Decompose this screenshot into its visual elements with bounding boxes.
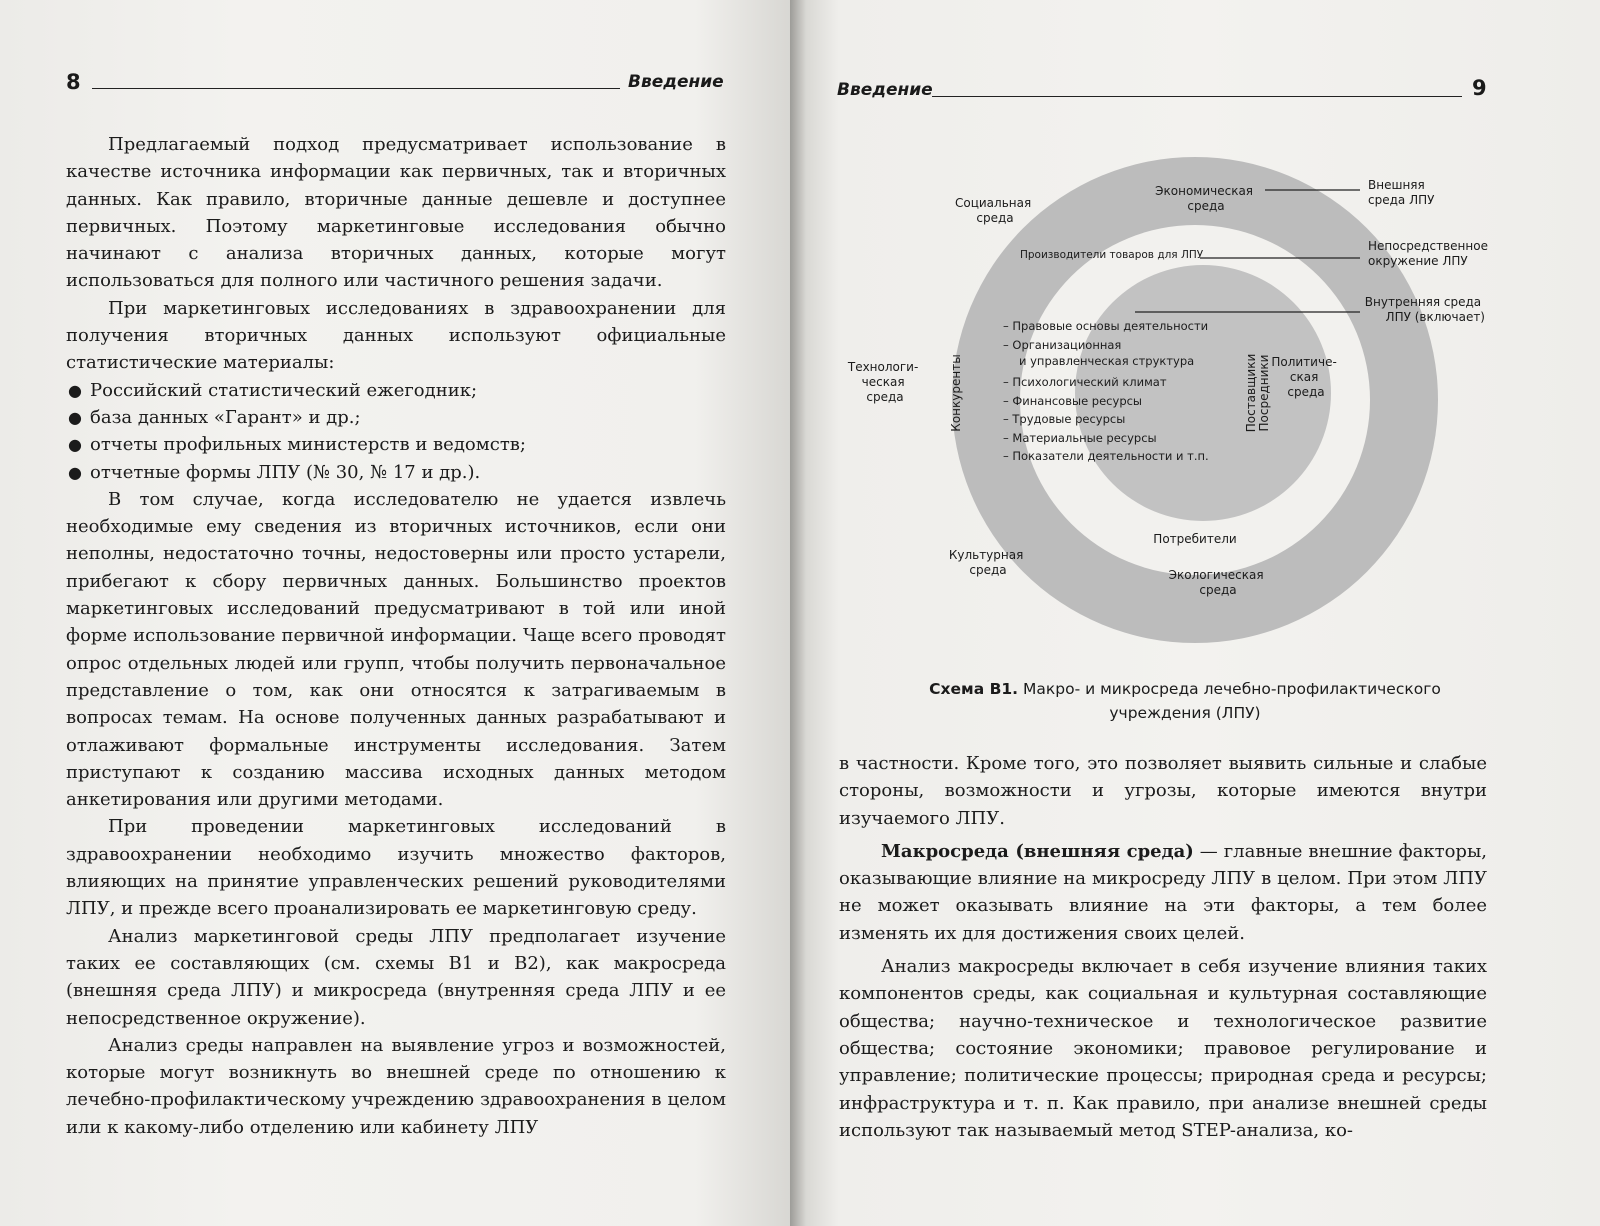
inner-item: – Материальные ресурсы bbox=[1003, 431, 1157, 445]
callout-external: Внешняя среда ЛПУ bbox=[1368, 178, 1435, 207]
inner-item: – Трудовые ресурсы bbox=[1003, 412, 1126, 426]
bullet-icon: ● bbox=[68, 462, 82, 482]
macro-micro-environment-diagram bbox=[835, 145, 1555, 655]
running-head-right bbox=[790, 78, 1600, 108]
right-page bbox=[790, 0, 1600, 1226]
bullet-icon: ● bbox=[68, 435, 82, 455]
right-body-text bbox=[839, 750, 1487, 1144]
list-item: ● отчетные формы ЛПУ (№ 30, № 17 и др.). bbox=[66, 459, 726, 486]
running-head-left bbox=[0, 70, 790, 100]
callout-internal: Внутренняя среда ЛПУ (включает) bbox=[1364, 295, 1485, 324]
cultural-env-label: Культурная среда bbox=[948, 548, 1024, 577]
running-head-title: Введение bbox=[837, 80, 933, 100]
paragraph-continued: в частности. Кроме того, это позволяет выявить сильные и слабые стороны, возможности и угрозы, которые имеются внутри изучаемого ЛПУ. bbox=[839, 753, 1487, 829]
caption-label: Схема В1. bbox=[929, 680, 1019, 698]
paragraph-macro bbox=[839, 838, 1487, 947]
paragraph: При проведении маркетинговых исследований в здравоохранении необходимо изучить множество факторов, влияющих на принятие управленческих решений руководителями ЛПУ, и прежде всего проанализировать ее маркетинговую среду. bbox=[66, 816, 726, 920]
paragraph: Предлагаемый подход предусматривает использование в качестве источника информации как первичных, так и вторичных данных. Как правило, вторичные данные дешевле и доступнее первичных. Поэтому маркетинговые исследования обычно начинают с анализа вторичных данных, которые могут использоваться для полного или частичного решения задачи. bbox=[66, 134, 726, 292]
head-rule bbox=[92, 88, 620, 89]
intermediaries-label: Посредники bbox=[1257, 354, 1271, 432]
list-item: ● база данных «Гарант» и др.; bbox=[66, 404, 726, 431]
paragraph: Анализ маркетинговой среды ЛПУ предполагает изучение таких ее составляющих (см. схемы В1 и В2), как макросреда (внешняя среда ЛПУ) и микросреда (внутренняя среда ЛПУ и ее непосредственное окружение). bbox=[66, 925, 726, 1029]
head-rule bbox=[932, 96, 1462, 97]
macro-definition: — главные внешние факторы, оказывающие влияние на микросреду ЛПУ в целом. При этом ЛПУ не может оказывать влияние на эти факторы, а тем более изменять их для достижения своих целей. bbox=[839, 840, 1487, 944]
inner-item: и управленческая структура bbox=[1019, 354, 1195, 368]
list-item: ● отчеты профильных министерств и ведомств; bbox=[66, 431, 726, 458]
list-item: ● Российский статистический ежегодник; bbox=[66, 377, 726, 404]
political-env-label: Политиче- ская среда bbox=[1271, 355, 1337, 399]
callout-immediate: Непосредственное окружение ЛПУ bbox=[1368, 239, 1488, 268]
left-page bbox=[0, 0, 790, 1226]
ecological-env-label: Экологическая среда bbox=[1168, 568, 1264, 597]
paragraph: При маркетинговых исследованиях в здравоохранении для получения вторичных данных используют официальные статистические материалы: bbox=[66, 297, 726, 374]
social-env-label: Социальная среда bbox=[954, 196, 1032, 225]
left-body-text bbox=[66, 131, 726, 1141]
page-number: 9 bbox=[1472, 76, 1487, 100]
economic-env-label: Экономическая среда bbox=[1155, 184, 1254, 213]
bullet-icon: ● bbox=[68, 407, 82, 427]
inner-item: – Показатели деятельности и т.п. bbox=[1003, 449, 1209, 463]
paragraph: В том случае, когда исследователю не удается извлечь необходимые ему сведения из вторичных источников, если они неполны, недостаточно точны, недостоверны или просто устарели, прибегают к сбору первичных данных. Большинство проектов маркетинговых исследований предусматривают в той или иной форме использование первичной информации. Чаще всего проводят опрос отдельных людей или групп, чтобы получить первоначальное представление о том, как они относятся к затрагиваемым в вопросах темам. На основе полученных данных разрабатывают и отлаживают формальные инструменты исследования. Затем приступают к созданию массива исходных данных методом анкетирования или другими методами. bbox=[66, 488, 726, 811]
inner-item: – Правовые основы деятельности bbox=[1003, 319, 1209, 333]
competitors-label: Конкуренты bbox=[949, 354, 963, 432]
diagram-svg bbox=[835, 145, 1555, 655]
caption-text-line2: учреждения (ЛПУ) bbox=[1109, 704, 1261, 722]
figure-caption bbox=[875, 677, 1495, 725]
bullet-list bbox=[66, 377, 726, 486]
inner-item: – Психологический климат bbox=[1003, 375, 1167, 389]
page-number: 8 bbox=[66, 70, 81, 94]
technological-env-label: Технологи- ческая среда bbox=[847, 360, 919, 404]
caption-text-line1: Макро- и микросреда лечебно-профилактического bbox=[1023, 680, 1441, 698]
consumers-label: Потребители bbox=[1153, 532, 1237, 546]
suppliers-label: Поставщики bbox=[1244, 353, 1258, 433]
paragraph: Анализ макросреды включает в себя изучение влияния таких компонентов среды, как социальная и культурная составляющие общества; научно-техническое и технологическое развитие общества; состояние экономики; правовое регулирование и управление; политические процессы; природная среда и ресурсы; инфраструктура и т. п. Как правило, при анализе внешней среды используют так называемый метод STEP-анализа, ко- bbox=[839, 956, 1487, 1141]
running-head-title: Введение bbox=[628, 72, 724, 92]
inner-item: – Организационная bbox=[1003, 338, 1122, 352]
paragraph: Анализ среды направлен на выявление угроз и возможностей, которые могут возникнуть во внешней среде по отношению к лечебно-профилактическому учреждению здравоохранения в целом или к какому-либо отделению или кабинету ЛПУ bbox=[66, 1034, 726, 1138]
bullet-icon: ● bbox=[68, 380, 82, 400]
macro-term: Макросреда (внешняя среда) bbox=[881, 840, 1194, 862]
inner-item: – Финансовые ресурсы bbox=[1003, 394, 1143, 408]
producers-label: Производители товаров для ЛПУ bbox=[1020, 249, 1204, 261]
